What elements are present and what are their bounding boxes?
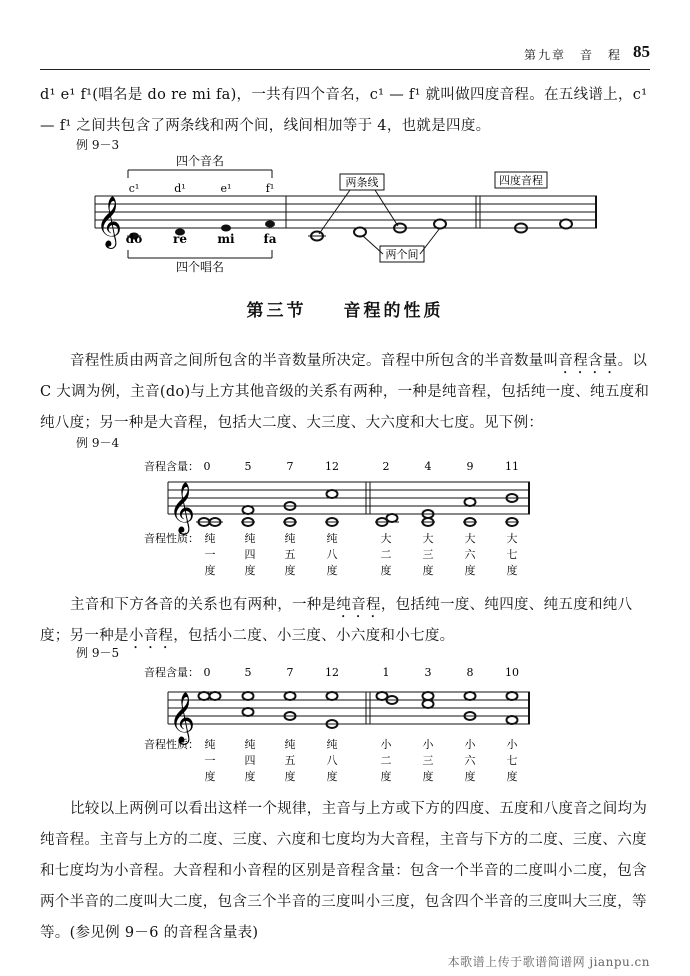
paragraph-lower-intervals: 主音和下方各音的关系也有两种，一种是纯音程，包括纯一度、纯四度、纯五度和纯八度；另一种是小音程，包括小二度、小三度、小六度和小七度。	[40, 597, 633, 644]
bottom-bracket	[128, 250, 272, 258]
section-heading: 音程的性质	[343, 301, 444, 321]
top-bracket-label: 四个音名	[175, 154, 225, 168]
paragraph-summary: 比较以上两例可以看出这样一个规律，主音与上方或下方的四度、五度和八度音之间均为纯音程。主音与上方的二度、三度、六度和七度均为大音程，主音与下方的二度、三度、六度和七度均为小音程。大音程和小音程的区别是音程含量：包含一个半音的二度叫小二度，包含两个半音的二度叫大二度，包含三个半音的三度叫小三度，包含四个半音的三度叫大三度，等等。(参见例 9－6 的音程含量表)	[40, 801, 648, 941]
term-perfect-interval: 纯音程	[336, 597, 381, 613]
svg-text:度: 度	[464, 770, 476, 783]
note-head	[210, 692, 221, 700]
paragraph-intro: d¹ e¹ f¹(唱名是 do re mi fa)，一共有四个音名，c¹ — f¹ 就叫做四度音程。在五线谱上，c¹ — f¹ 之间共包含了两条线和两个间，线间相加等于 4，也就是四度。	[40, 87, 648, 134]
content-value: 12	[325, 666, 339, 679]
note-head	[243, 692, 254, 700]
svg-text:度: 度	[244, 770, 256, 783]
svg-text:二: 二	[380, 548, 392, 561]
callout-spaces-label: 两个间	[385, 248, 419, 261]
note-head	[199, 692, 210, 700]
note-head	[465, 498, 476, 506]
svg-text:四: 四	[244, 548, 256, 561]
note-head	[423, 692, 434, 700]
svg-text:纯: 纯	[204, 738, 216, 751]
svg-text:纯: 纯	[326, 532, 338, 545]
content-value: 3	[424, 666, 432, 679]
svg-text:度: 度	[284, 564, 296, 577]
page-number: 85	[633, 42, 650, 61]
svg-text:一: 一	[204, 548, 216, 561]
svg-text:度: 度	[380, 564, 392, 577]
svg-text:度: 度	[506, 564, 518, 577]
chapter-title: 第九章 音 程	[523, 48, 622, 62]
callout-lines-label: 两条线	[345, 176, 379, 189]
footer-watermark: 本歌谱上传于歌谱简谱网 jianpu.cn	[447, 955, 650, 969]
svg-text:二: 二	[380, 754, 392, 767]
svg-text:大: 大	[380, 532, 392, 545]
svg-text:四: 四	[244, 754, 256, 767]
example-9-3-label: 例 9－3	[76, 138, 120, 152]
content-value: 0	[203, 666, 211, 679]
note-name: e¹	[220, 182, 232, 195]
svg-text:度: 度	[422, 564, 434, 577]
note-head	[507, 692, 518, 700]
note-name: d¹	[174, 182, 186, 195]
svg-text:纯: 纯	[284, 738, 296, 751]
svg-text:度: 度	[326, 564, 338, 577]
svg-text:纯: 纯	[284, 532, 296, 545]
svg-text:小: 小	[464, 738, 476, 751]
svg-text:六: 六	[464, 548, 476, 561]
note-head	[327, 692, 338, 700]
content-value: 0	[203, 460, 211, 473]
content-value: 7	[286, 460, 294, 473]
top-bracket	[128, 170, 272, 178]
svg-text:七: 七	[506, 548, 518, 561]
header-rule	[40, 69, 650, 70]
svg-text:六: 六	[464, 754, 476, 767]
content-value: 2	[382, 460, 390, 473]
svg-text:三: 三	[422, 754, 434, 767]
content-value: 12	[325, 460, 339, 473]
content-label: 音程含量：	[144, 666, 199, 679]
solfege-label: do	[125, 232, 143, 246]
quality-columns	[205, 737, 519, 783]
note-name: c¹	[128, 182, 140, 195]
note-head	[354, 228, 366, 237]
svg-text:小: 小	[506, 738, 518, 751]
bottom-bracket-label: 四个唱名	[175, 260, 225, 274]
example-9-5-staff	[0, 660, 690, 785]
example-9-4-label: 例 9－4	[76, 436, 120, 450]
note-name: f¹	[265, 182, 275, 195]
svg-text:度: 度	[464, 564, 476, 577]
svg-text:八: 八	[326, 754, 338, 767]
content-value: 5	[244, 460, 252, 473]
content-value: 10	[505, 666, 519, 679]
svg-text:度: 度	[506, 770, 518, 783]
svg-text:小: 小	[422, 738, 434, 751]
note-head	[434, 220, 446, 229]
note-head	[243, 506, 254, 514]
svg-text:小: 小	[380, 738, 392, 751]
callout-fourth-label: 四度音程	[499, 174, 543, 187]
note-head	[423, 700, 434, 708]
solfege-label: mi	[217, 232, 235, 246]
solfege-label: fa	[263, 232, 277, 246]
content-label: 音程含量：	[144, 460, 199, 473]
notes-group-1	[127, 221, 275, 240]
note-head	[221, 225, 231, 232]
interval-notes	[199, 490, 518, 526]
svg-text:一: 一	[204, 754, 216, 767]
content-value: 9	[466, 460, 474, 473]
content-value: 4	[424, 460, 432, 473]
notes-group-2	[308, 220, 446, 241]
svg-text:五: 五	[284, 754, 296, 767]
solfege-label: re	[173, 232, 187, 246]
paragraph-interval-quality: 音程性质由两音之间所包含的半音数量所决定。音程中所包含的半音数量叫音程含量。以 C 大调为例，主音(do)与上方其他音级的关系有两种，一种是纯音程，包括纯一度、纯五度和纯八度；另一种是大音程，包括大二度、大三度、大六度和大七度。见下例：	[40, 353, 650, 431]
svg-text:度: 度	[204, 770, 216, 783]
content-value: 7	[286, 666, 294, 679]
interval-notes	[199, 692, 518, 728]
example-9-3-staff	[0, 150, 690, 280]
note-head	[387, 514, 398, 522]
treble-clef-icon: 𝄞	[169, 482, 196, 533]
example-9-5-label: 例 9－5	[76, 646, 120, 660]
example-9-4-staff	[0, 452, 690, 587]
section-title	[0, 296, 690, 321]
note-head	[465, 692, 476, 700]
treble-clef-icon: 𝄞	[169, 692, 196, 743]
svg-text:度: 度	[326, 770, 338, 783]
svg-text:大: 大	[422, 532, 434, 545]
svg-text:大: 大	[506, 532, 518, 545]
content-value: 5	[244, 666, 252, 679]
content-value: 8	[466, 666, 474, 679]
svg-text:纯: 纯	[326, 738, 338, 751]
svg-text:三: 三	[422, 548, 434, 561]
svg-text:五: 五	[284, 548, 296, 561]
term-minor-interval: 小音程	[128, 628, 174, 644]
fourth-interval-notes	[515, 220, 572, 233]
treble-clef-icon: 𝄞	[96, 196, 123, 247]
note-head	[285, 692, 296, 700]
svg-text:八: 八	[326, 548, 338, 561]
svg-text:纯: 纯	[244, 738, 256, 751]
svg-text:度: 度	[244, 564, 256, 577]
svg-text:度: 度	[380, 770, 392, 783]
quality-columns	[205, 531, 518, 577]
note-head	[265, 221, 275, 228]
note-head	[560, 220, 572, 229]
svg-text:纯: 纯	[204, 532, 216, 545]
section-number: 第三节	[246, 301, 307, 321]
note-head	[327, 490, 338, 498]
content-value: 1	[382, 666, 390, 679]
page-header	[0, 44, 690, 74]
svg-text:度: 度	[422, 770, 434, 783]
note-head	[507, 716, 518, 724]
svg-text:七: 七	[506, 754, 518, 767]
svg-text:度: 度	[284, 770, 296, 783]
svg-text:纯: 纯	[244, 532, 256, 545]
svg-text:度: 度	[204, 564, 216, 577]
staff-lines	[168, 482, 530, 514]
content-value: 11	[505, 460, 519, 473]
quality-label: 音程性质：	[144, 738, 199, 751]
quality-label: 音程性质：	[144, 532, 199, 545]
note-head	[243, 708, 254, 716]
svg-text:大: 大	[464, 532, 476, 545]
term-interval-content: 音程含量	[558, 353, 618, 369]
